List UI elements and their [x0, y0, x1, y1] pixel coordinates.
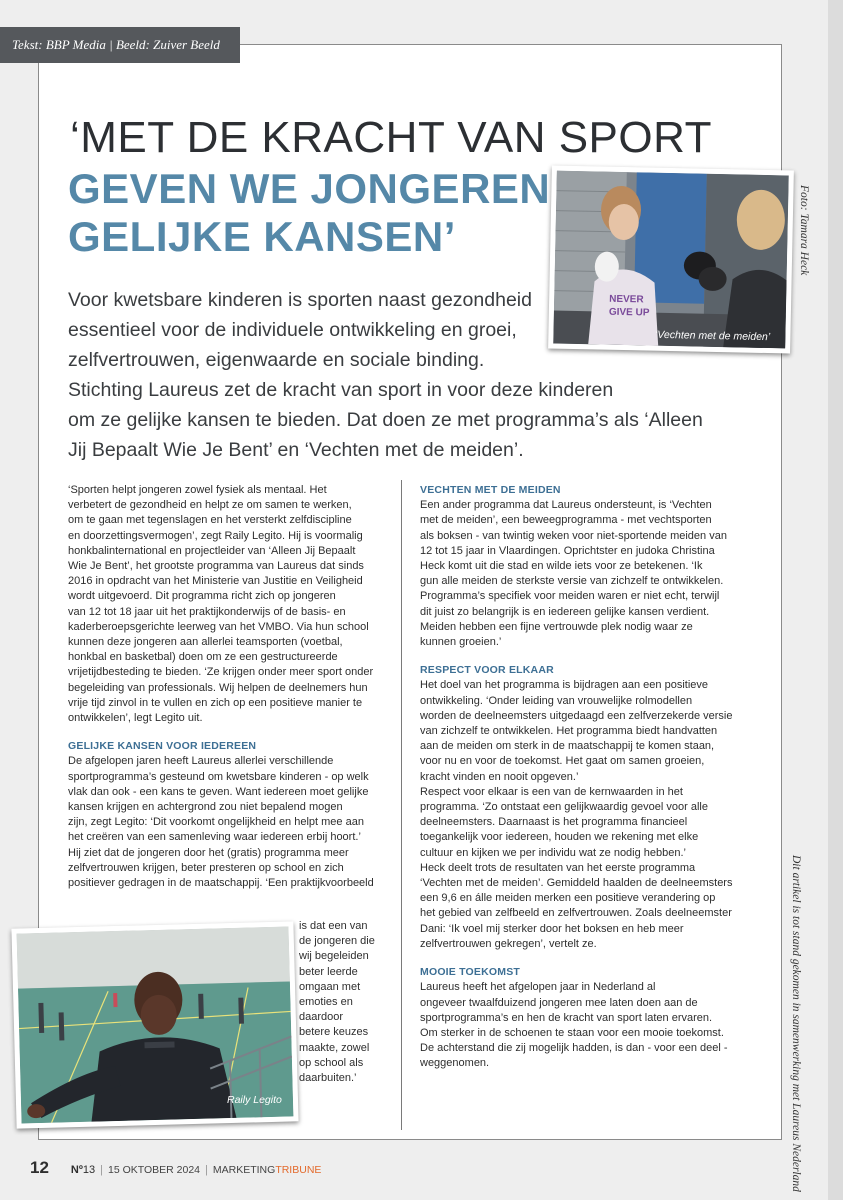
section-heading-vechten: VECHTEN MET DE MEIDEN — [420, 484, 561, 496]
body-line: sportprogramma’s en hen de kracht van sport laten ervaren. — [420, 1011, 713, 1024]
page-edge — [828, 0, 843, 1200]
legito-photo-caption: Raily Legito — [227, 1094, 282, 1106]
body-line: De afgelopen jaren heeft Laureus allerlei verschillende — [68, 755, 334, 768]
body-line: vrije tijd zinvol in te vullen en zich op een positieve manier te — [68, 696, 363, 709]
body-line: Heck komt uit die stad en wilde iets voor ze betekenen. ‘Ik — [420, 560, 703, 573]
body-line: beter leerde — [299, 965, 358, 978]
collaboration-note: Dit artikel is tot stand gekomen in samenwerking met Laureus Nederland — [790, 855, 802, 1192]
body-line: om te gaan met tegenslagen en het versterkt zelfdiscipline — [68, 514, 352, 527]
body-line: Respect voor elkaar is een van de kernwaarden in het — [420, 785, 683, 798]
body-line: ‘Vechten met de meiden’. Gemiddeld haalden de deelneemsters — [420, 877, 733, 890]
body-line: op school als — [299, 1056, 364, 1069]
body-line: vlak dan ook - een kans te geven. Want iedereen moet gelijke — [68, 785, 369, 798]
body-line: kaderberoepsgerichte leerweg van het VMBO. Via hun school — [68, 620, 369, 633]
photo-credit: Foto: Tamara Heck — [798, 185, 810, 276]
body-line: een 9,6 en álle meiden merken een positieve verandering op — [420, 892, 716, 905]
body-line: het gebied van zelfbeeld en zelfvertrouwen. Zoals deelneemster — [420, 907, 732, 920]
body-line: emoties en — [299, 996, 353, 1009]
body-line: Een ander programma dat Laureus ondersteunt, is ‘Vechten — [420, 499, 712, 512]
intro-line: Stichting Laureus zet de kracht van sport in voor deze kinderen — [68, 379, 614, 401]
body-line: programma. ‘Zo ontstaat een gelijkwaardig gevoel voor alle — [420, 801, 708, 814]
body-line: voor nu en voor de toekomst. Het gaat om samen groeien, — [420, 755, 705, 768]
issue-number — [71, 1164, 95, 1176]
body-line: dit juist zo belangrijk is en iedereen gelijke kansen verdient. — [420, 605, 710, 618]
body-line: kunnen deze jongeren aan allerlei teamsporten (voetbal, — [68, 636, 343, 649]
body-line: wij begeleiden — [299, 950, 369, 963]
body-line: honkbalinternational en projectleider van ‘Alleen Jij Bepaalt — [68, 544, 356, 557]
intro-line: zelfvertrouwen, eigenwaarde en sociale binding. — [68, 349, 485, 371]
body-line: Het doel van het programma is bijdragen aan een positieve — [420, 679, 709, 692]
body-line: kansen krijgen en achtergrond zou niet bepalend mogen — [68, 801, 343, 814]
footer-separator: | — [100, 1164, 103, 1176]
body-line: is dat een van — [299, 920, 368, 932]
body-line: Om sterker in de schoenen te staan voor een mooie toekomst. — [420, 1026, 724, 1039]
body-line: ontwikkelen’, legt Legito uit. — [68, 712, 203, 725]
body-line: De achterstand die zij mogelijk hadden, is dan - voor een deel - — [420, 1042, 728, 1055]
body-line: begeleiding van professionals. Wij helpen de deelnemers hun — [68, 681, 368, 694]
body-line: gun alle meiden de sterkste versie van zichzelf te ontwikkelen. — [420, 575, 724, 588]
body-line: Heck deelt trots de resultaten van het eerste programma — [420, 861, 696, 874]
title-line-2: GEVEN WE JONGEREN — [68, 165, 551, 212]
body-line: Programma’s specifiek voor meiden waren er niet echt, terwijl — [420, 590, 720, 603]
section-heading-toekomst: MOOIE TOEKOMST — [420, 966, 521, 979]
right-column — [420, 483, 765, 1072]
boxing-photo-caption: ‘Vechten met de meiden’ — [654, 328, 771, 344]
body-line: Wie Je Bent’, het grootste programma van Laureus dat sinds — [68, 560, 364, 573]
body-line: Hij ziet dat de jongeren door het (gratis) programma meer — [68, 846, 349, 859]
body-line: ontwikkeling. ‘Onder leiding van vrouwelijke rolmodellen — [420, 694, 693, 707]
body-line: worden de deelneemsters uitgedaagd een zelfverzekerde versie — [420, 709, 733, 722]
body-line: daardoor — [299, 1011, 344, 1024]
issue-value: 13 — [82, 1164, 96, 1176]
body-line: als boksen - van twintig weken voor niet-sportende meiden van — [420, 529, 727, 542]
body-line: 12 tot 15 jaar in Vlaardingen. Oprichtster en judoka Christina — [420, 544, 715, 557]
issue-prefix: Nº — [70, 1164, 83, 1176]
intro-line: Voor kwetsbare kinderen is sporten naast gezondheid — [68, 289, 532, 311]
section-heading-respect: RESPECT VOOR ELKAAR — [420, 664, 554, 677]
body-line: van 12 tot 18 jaar uit het praktijkonderwijs of de basis- en — [68, 605, 346, 618]
body-line: zijn, zegt Legito: ‘Dit voorkomt ongelijkheid en helpt mee aan — [68, 816, 364, 829]
body-line: Meiden hebben een fijne vertrouwde plek nodig waar ze — [420, 620, 693, 633]
body-line: en doorzettingsvermogen’, zegt Raily Legito. Hij is voormalig — [68, 529, 363, 542]
boxing-photo-image — [553, 171, 789, 349]
body-line: ongeveer twaalfduizend jongeren mee laten doen aan de — [420, 996, 698, 1009]
body-line: verbetert de gezondheid en helpt ze om samen te werken, — [68, 499, 352, 512]
body-line: weggenomen. — [420, 1057, 490, 1070]
body-line: toegankelijk voor iedereen, houden we rekening met elke — [420, 831, 699, 844]
body-line: kunnen groeien.’ — [420, 636, 502, 649]
brand-name-part1: MARKETING — [212, 1164, 276, 1176]
page-number: 12 — [30, 1158, 49, 1177]
body-line: sportprogramma’s gesteund om kwetsbare kinderen - op welk — [68, 770, 369, 783]
body-line: kracht vinden en nooit opgeven.’ — [420, 770, 579, 783]
body-line: betere keuzes — [299, 1026, 369, 1039]
intro-line: om ze gelijke kansen te bieden. Dat doen ze met programma’s als ‘Alleen — [68, 409, 703, 431]
left-column — [68, 483, 403, 891]
body-line: deelneemsters. Daarnaast is het programma financieel — [420, 816, 688, 829]
shirt-text: GIVE UP — [608, 306, 650, 319]
body-line: de jongeren die — [299, 935, 375, 948]
body-line: zelfvertrouwen gekregen’, vertelt ze. — [420, 937, 597, 950]
brand-name-part2: TRIBUNE — [275, 1164, 322, 1176]
body-line: het creëren van een samenleving waar iedereen erbij hoort.’ — [68, 831, 361, 844]
body-line: 2016 in opdracht van het Ministerie van Justitie en Veiligheid — [68, 575, 363, 588]
body-line: daarbuiten.’ — [299, 1072, 357, 1085]
title-line-1: ‘MET DE KRACHT VAN SPORT — [70, 113, 712, 162]
shirt-text: NEVER — [609, 293, 644, 306]
issue-date: 15 OKTOBER 2024 — [108, 1164, 201, 1176]
left-column-tail — [299, 919, 399, 1086]
body-line: wordt uitgevoerd. Dit programma richt zich op jongeren — [68, 590, 336, 603]
body-line: maakte, zowel — [299, 1041, 370, 1054]
body-line: van zichzelf te ontwikkelen. Het programma biedt handvatten — [420, 725, 718, 738]
footer-separator: | — [205, 1164, 208, 1176]
body-line: Laureus heeft het afgelopen jaar in Nederland al — [420, 981, 656, 994]
footer — [30, 1158, 321, 1178]
intro-line: Jij Bepaalt Wie Je Bent’ en ‘Vechten met de meiden’. — [68, 439, 524, 461]
body-line: met de meiden’, een beweegprogramma - met vechtsporten — [420, 514, 712, 527]
body-line: Dani: ‘Ik voel mij sterker door het boksen en heb meer — [420, 922, 684, 935]
title-line-3: GELIJKE KANSEN’ — [68, 213, 456, 260]
credit-bar: Tekst: BBP Media | Beeld: Zuiver Beeld — [0, 27, 240, 63]
body-line: aan de meiden om sterk in de maatschappij te komen staan, — [420, 740, 715, 753]
body-line: cultuur en kijken we per individu wat ze nodig hebben.’ — [420, 846, 686, 859]
body-line: ‘Sporten helpt jongeren zowel fysiek als mentaal. Het — [68, 484, 327, 496]
body-line: vrijetijdbesteding te bieden. ‘Ze krijgen onder meer sport onder — [68, 666, 374, 679]
boxing-photo — [548, 165, 794, 353]
intro-line: essentieel voor de individuele ontwikkeling en groei, — [68, 319, 517, 341]
body-line: honkbal en basketbal) doen om ze een gestructureerde — [68, 651, 338, 664]
section-heading-gelijke-kansen: GELIJKE KANSEN VOOR IEDEREEN — [68, 740, 257, 753]
body-line: omgaan met — [299, 980, 361, 993]
body-line: positiever gedragen in de maatschappij. ‘Een praktijkvoorbeeld — [68, 877, 374, 890]
body-line: zelfvertrouwen krijgen, beter presteren op school en zich — [68, 861, 344, 874]
